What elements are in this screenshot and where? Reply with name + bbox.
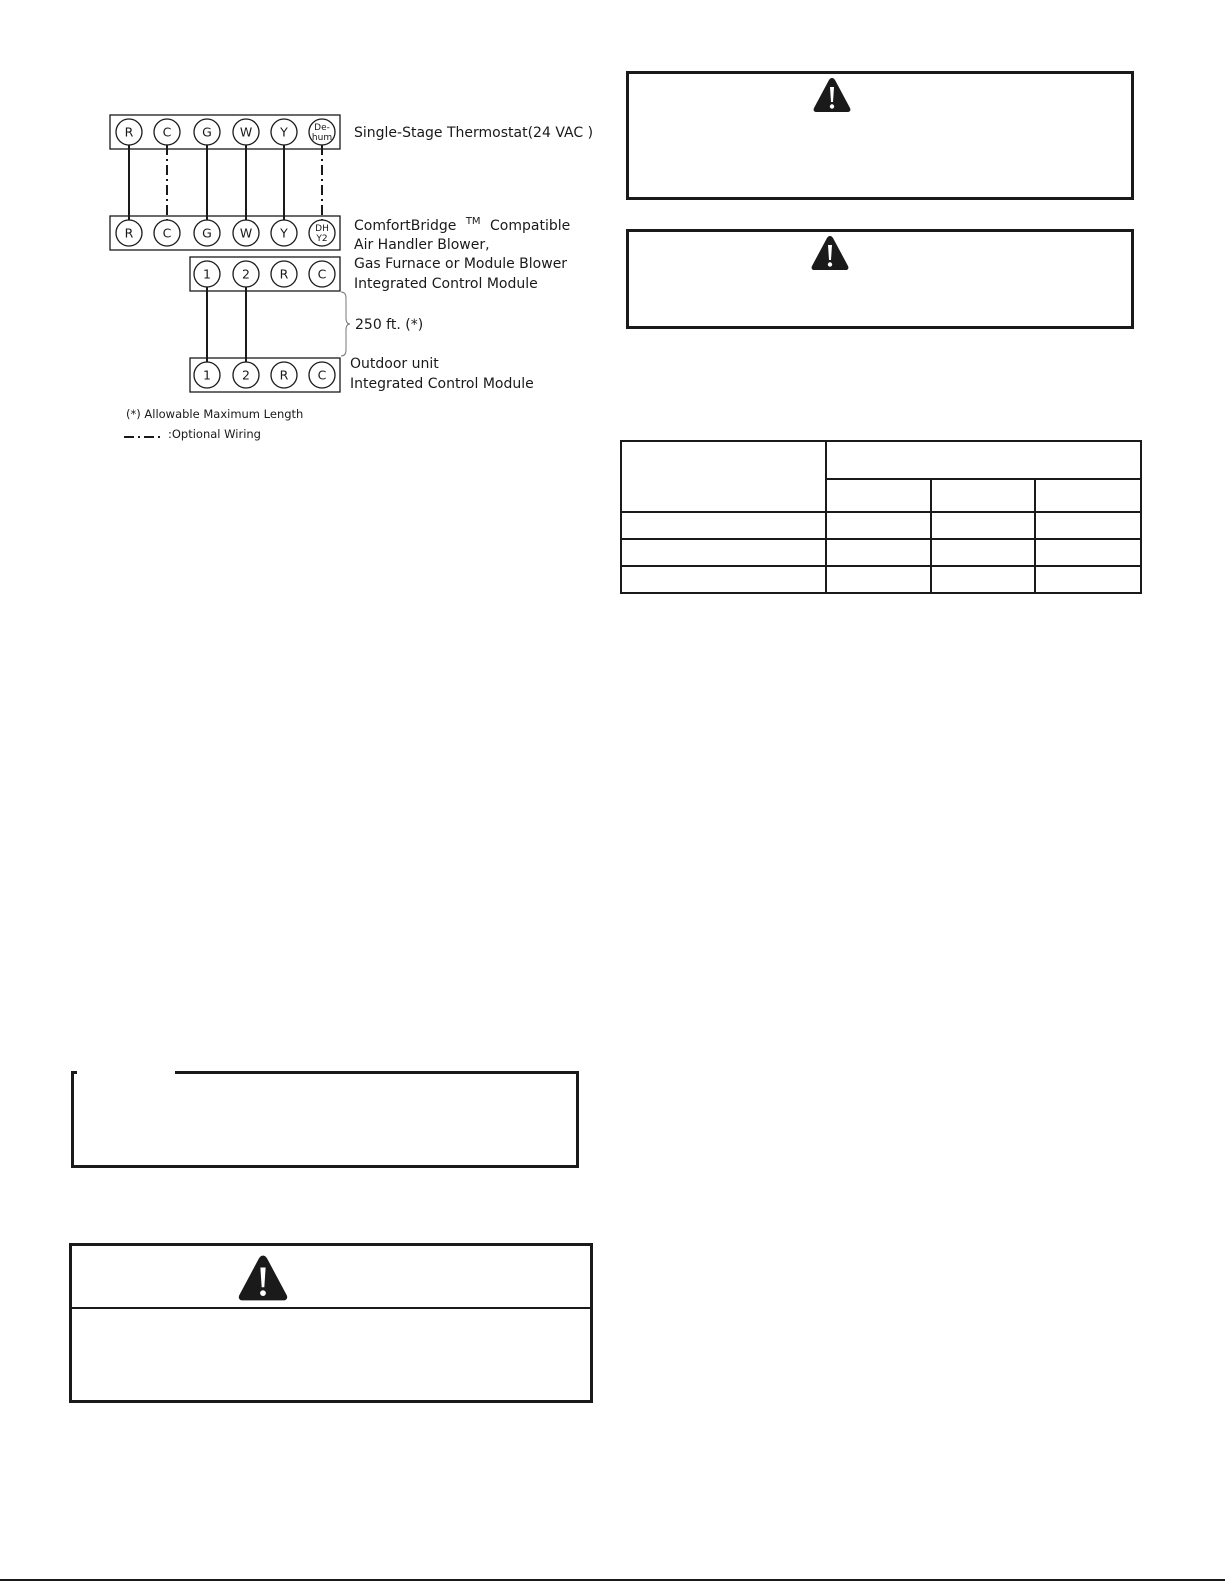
table-cell — [1035, 566, 1141, 593]
thermostat-terminal-c-label: C — [162, 124, 172, 140]
table-row — [621, 539, 1141, 566]
indoor-terminal-w-label: W — [239, 225, 253, 241]
table-subheader-cell — [826, 479, 931, 512]
table-row — [621, 512, 1141, 539]
indoor-comm-terminals — [194, 261, 335, 287]
indoor-label-line4: Integrated Control Module — [354, 276, 538, 292]
warning-icon — [235, 1253, 291, 1303]
legend-optional-wiring: :Optional Wiring — [168, 427, 261, 441]
indoor-comm-terminal-c-label: C — [317, 266, 327, 282]
table-cell — [826, 539, 931, 566]
thermostat-dehum-bottom-label: hum — [311, 133, 333, 143]
indoor-label-compatible: Compatible — [490, 218, 571, 234]
spec-table — [620, 440, 1142, 594]
table-cell — [931, 566, 1035, 593]
outdoor-terminal-c-label: C — [317, 367, 327, 383]
indoor-label-line3: Gas Furnace or Module Blower — [354, 256, 568, 272]
outdoor-terminal-1-label: 1 — [203, 367, 211, 383]
table-cell — [1035, 539, 1141, 566]
indoor-label-line2: Air Handler Blower, — [354, 237, 490, 253]
table-cell — [826, 566, 931, 593]
warning-box-1 — [626, 71, 1134, 200]
table-header-cell — [826, 441, 1141, 479]
warning-icon — [810, 234, 850, 272]
indoor-label-brand: ComfortBridge — [354, 218, 457, 234]
table-cell — [1035, 512, 1141, 539]
thermostat-terminal-y-label: Y — [280, 124, 288, 140]
outdoor-terminal-r-label: R — [279, 367, 289, 383]
thermostat-dehum-top-label: De- — [314, 123, 330, 133]
indoor-terminal-block — [110, 216, 340, 250]
indoor-terminal-r-label: R — [124, 225, 134, 241]
warning-icon — [812, 76, 852, 114]
thermostat-terminals — [116, 119, 335, 145]
warning-header-divider — [72, 1307, 590, 1309]
indoor-label-tm: TM — [465, 216, 481, 227]
length-note: 250 ft. (*) — [355, 317, 424, 333]
outdoor-label-line1: Outdoor unit — [350, 356, 439, 372]
indoor-comm-terminal-2-label: 2 — [242, 266, 250, 282]
thermostat-terminal-g-label: G — [202, 124, 212, 140]
warning-box-2 — [626, 229, 1134, 329]
table-cell — [826, 512, 931, 539]
communication-wires — [207, 287, 246, 362]
indoor-dh-bottom-label: Y2 — [316, 234, 328, 244]
indoor-terminal-g-label: G — [202, 225, 212, 241]
table-cell — [931, 539, 1035, 566]
legend-max-length: (*) Allowable Maximum Length — [126, 407, 304, 421]
warning-box-3 — [69, 1243, 593, 1403]
indoor-terminal-y-label: Y — [280, 225, 288, 241]
indoor-terminals — [116, 220, 335, 246]
table-subheader-cell — [1035, 479, 1141, 512]
table-row — [621, 566, 1141, 593]
indoor-comm-terminal-1-label: 1 — [203, 266, 211, 282]
thermostat-terminal-w-label: W — [239, 124, 253, 140]
outdoor-label-line2: Integrated Control Module — [350, 376, 534, 392]
table-row — [621, 441, 1141, 479]
indoor-label-line1 — [354, 212, 570, 234]
indoor-dh-top-label: DH — [315, 224, 329, 234]
thermostat-terminal-r-label: R — [124, 124, 134, 140]
thermostat-to-indoor-wires — [129, 145, 322, 220]
thermostat-terminal-block — [110, 115, 340, 149]
length-bracket — [341, 292, 350, 356]
table-subheader-cell — [931, 479, 1035, 512]
table-cell — [931, 512, 1035, 539]
table-header-cell — [621, 441, 826, 512]
notice-box — [71, 1071, 579, 1168]
notice-tab-gap — [77, 1071, 175, 1074]
thermostat-label: Single-Stage Thermostat(24 VAC ) — [354, 125, 594, 141]
outdoor-terminal-2-label: 2 — [242, 367, 250, 383]
table-cell — [621, 539, 826, 566]
page-footer-rule — [0, 1579, 1225, 1581]
table-cell — [621, 512, 826, 539]
indoor-comm-terminal-r-label: R — [279, 266, 289, 282]
outdoor-terminals — [194, 362, 335, 388]
table-cell — [621, 566, 826, 593]
indoor-terminal-c-label: C — [162, 225, 172, 241]
